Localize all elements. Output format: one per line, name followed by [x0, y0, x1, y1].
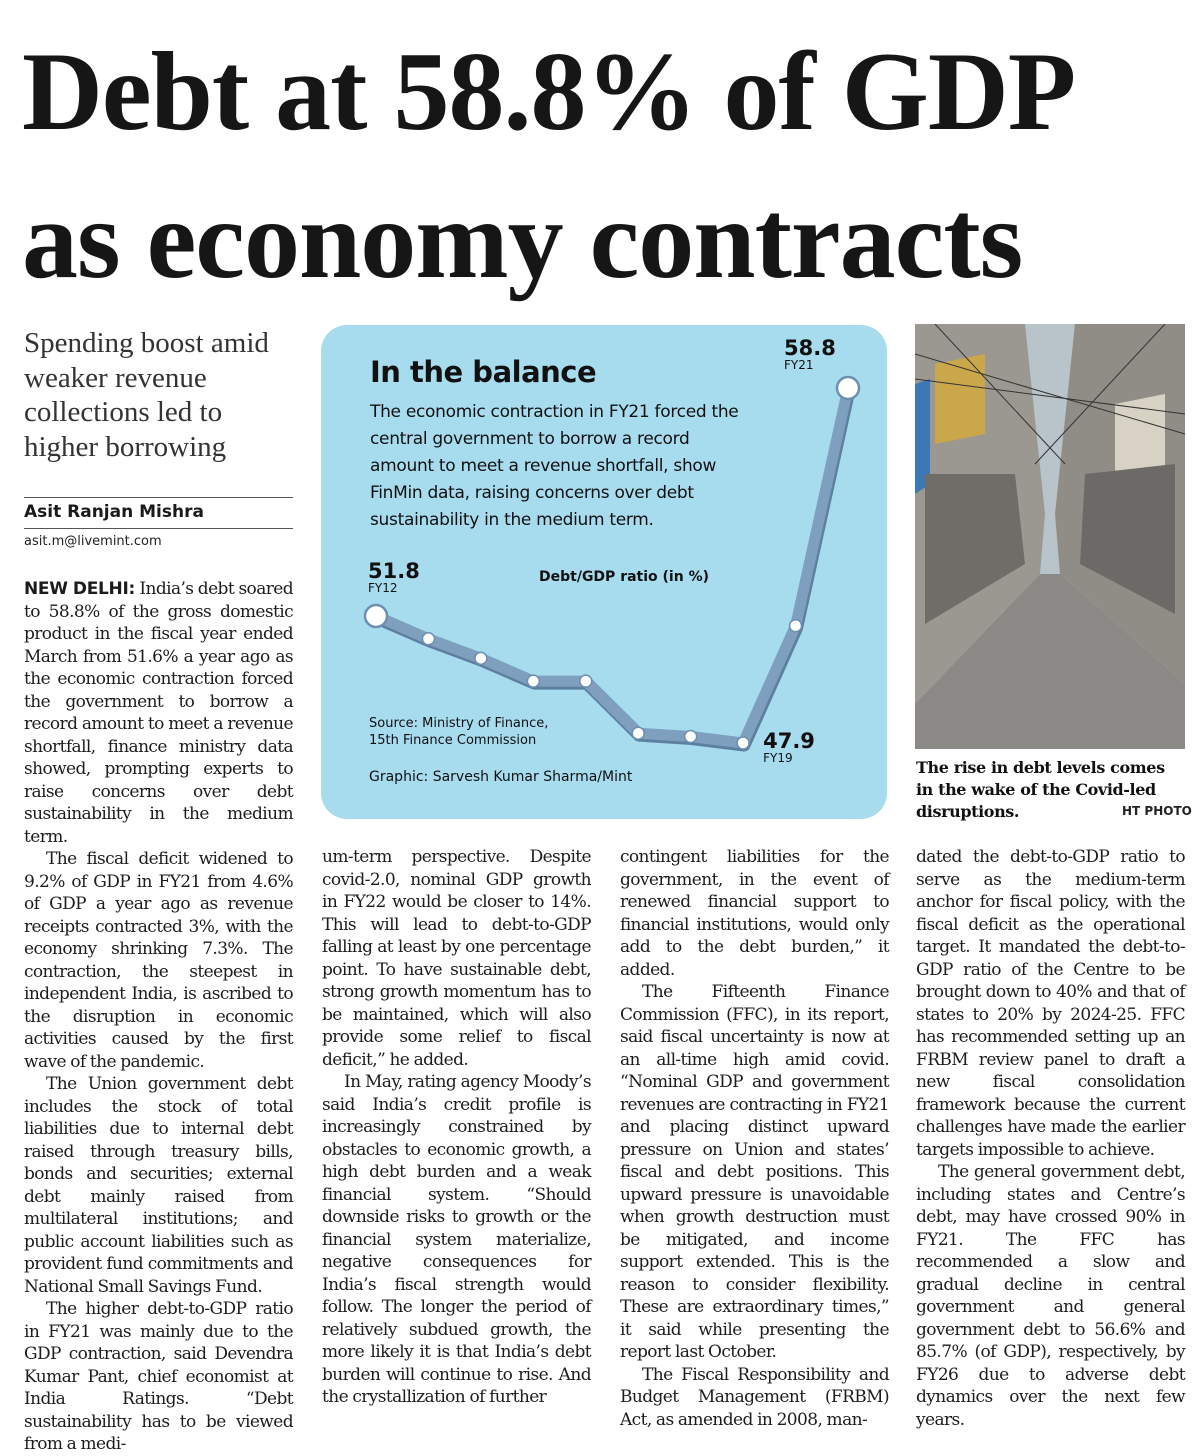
graphic-credit: Graphic: Sarvesh Kumar Sharma/Mint — [369, 769, 633, 785]
article-text: India’s debt soared to 58.8% of the gross domestic product in the fiscal year ended March from 51.6% a year ago as the economic contraction forced the government to borrow a record amount to meet a revenue shortfall, finance ministry data showed, prompting experts to raise concerns over debt sustainability in the medium term. — [24, 579, 294, 847]
graphic-source-line-1: Source: Ministry of Finance, — [369, 716, 549, 731]
article-text: The Fiscal Responsibility and Budget Management (FRBM) Act, as amended in 2008, man- — [620, 1364, 889, 1430]
article-text: The higher debt-to-GDP ratio in FY21 was mainly due to the GDP contraction, said Devendra Kumar Pant, chief economist at India Ratings. “Debt sustainability has to be viewed from a medi- — [24, 1299, 293, 1454]
data-point-FY20 — [790, 620, 802, 632]
subheadline: Spending boost amid weaker revenue collections led to higher borrowing — [24, 327, 269, 463]
article-column-1 — [24, 578, 293, 1456]
article-paragraph — [24, 1298, 293, 1456]
data-point-FY15 — [527, 675, 539, 687]
graphic-source-line-2: 15th Finance Commission — [369, 733, 537, 748]
article-paragraph — [620, 846, 889, 981]
article-text: In May, rating agency Moody’s said India’s credit profile is increasingly constrained by obstacles to economic growth, a high debt burden and a weak financial system. “Should downside risks to growth or the financial system materialize, negative consequences for India’s fiscal strength would follow. The longer the period of relatively subdued growth, the more likely it is that India’s debt burden will continue to rise. And the crystallization of further — [322, 1072, 591, 1407]
street-photo — [915, 324, 1185, 749]
graphic-description: The economic contraction in FY21 forced the central government to borrow a record amount to meet a revenue shortfall, show FinMin data, raising concerns over debt sustainability in the medium term. — [370, 402, 739, 530]
article-text: The Union government debt includes the stock of total liabilities due to internal debt raised through treasury bills, bonds and securities; external debt mainly raised from multilateral institutions; and public account liabilities such as provident fund commitments and National Small Savings Fund. — [24, 1074, 293, 1297]
byline-author: Asit Ranjan Mishra — [24, 502, 204, 522]
article-column-3 — [620, 846, 889, 1431]
headline-line-2: as economy contracts — [22, 178, 1023, 302]
article-text: The Fifteenth Finance Commission (FFC), in its report, said fiscal uncertainty is now at an all-time high amid covid. “Nominal GDP and government revenues are contracting in FY21 and placing distinct upward pressure on Union and states’ fiscal and debt positions. This upward pressure is unavoidable when growth destruction must be mitigated, and income support extended. This is the reason to consider flexibility. These are extraordinary times,” it said while presenting the report last October. — [620, 982, 889, 1362]
dateline: NEW DELHI: — [24, 579, 135, 599]
data-point-FY18 — [685, 730, 697, 742]
data-point-FY19 — [737, 737, 749, 749]
street-photo-illustration — [915, 324, 1185, 749]
data-point-FY13 — [422, 633, 434, 645]
article-text: The general government debt, including states and Centre’s debt, may have crossed 90% in FY21. The FFC has recommended a slow and gradual decline in central government and general government debt to 56.6% and 85.7% (of GDP), respectively, by FY26 due to adverse debt dynamics over the next few years. — [916, 1162, 1185, 1430]
article-paragraph — [24, 1073, 293, 1298]
headline-line-1: Debt at 58.8% of GDP — [22, 30, 1076, 154]
article-paragraph — [916, 846, 1185, 1161]
article-paragraph — [620, 981, 889, 1364]
article-text: dated the debt-to-GDP ratio to serve as the medium-term anchor for fiscal policy, with the fiscal deficit as the operational target. It mandated the debt-to-GDP ratio of the Centre to be brought down to 40% and that of states to 20% by 2024-25. FFC has recommended setting up an FRBM review panel to draft a new fiscal consolidation framework because the current challenges have made the earlier targets impossible to achieve. — [916, 847, 1185, 1160]
article-column-2 — [322, 846, 591, 1409]
data-label-value: 58.8 — [784, 336, 836, 360]
data-label-period: FY12 — [368, 580, 398, 595]
chart-ylabel: Debt/GDP ratio (in %) — [539, 569, 709, 585]
article-text: The fiscal deficit widened to 9.2% of GDP in FY21 from 4.6% of GDP a year ago as revenue receipts contracted 3%, with the economy shrinking 7.3%. The contraction, the steepest in independent India, is ascribed to the disruption in economic activities caused by the first wave of the pandemic. — [24, 849, 293, 1072]
byline-rule-top — [24, 497, 293, 498]
byline-email[interactable]: asit.m@livemint.com — [24, 534, 162, 549]
series-line — [376, 388, 848, 743]
data-point-FY16 — [580, 675, 592, 687]
photo-caption: The rise in debt levels comes in the wake of the Covid-led disruptions. — [916, 758, 1165, 821]
article-text: um-term perspective. Despite covid-2.0, nominal GDP growth in FY22 would be closer to 14%. This will lead to debt-to-GDP falling at least by one percentage point. To have sustainable debt, strong growth momentum has to be maintained, which will also provide some relief to fiscal deficit,” he added. — [322, 847, 591, 1070]
photo-credit: HT PHOTO — [1122, 804, 1192, 818]
article-column-4 — [916, 846, 1185, 1431]
data-label-period: FY21 — [784, 358, 814, 372]
data-point-FY21 — [837, 377, 859, 399]
data-point-FY12 — [365, 605, 387, 627]
byline-rule-bottom — [24, 528, 293, 529]
data-label-value: 51.8 — [368, 558, 420, 583]
data-label-period: FY19 — [763, 751, 793, 765]
series-line-shadow — [377, 390, 849, 745]
data-point-FY17 — [632, 727, 644, 739]
article-text: contingent liabilities for the government, in the event of renewed financial support to financial institutions, would only add to the debt burden,” it added. — [620, 847, 889, 980]
article-paragraph — [322, 1071, 591, 1409]
article-paragraph — [24, 578, 293, 848]
article-paragraph — [620, 1364, 889, 1432]
article-paragraph — [24, 848, 293, 1073]
headline — [22, 18, 1182, 314]
article-paragraph — [322, 846, 591, 1071]
data-label-value: 47.9 — [763, 729, 815, 753]
data-point-FY14 — [475, 652, 487, 664]
article-paragraph — [916, 1161, 1185, 1431]
graphic-title: In the balance — [370, 355, 597, 389]
chart-graphic — [321, 325, 887, 819]
graphic-source — [369, 715, 548, 749]
